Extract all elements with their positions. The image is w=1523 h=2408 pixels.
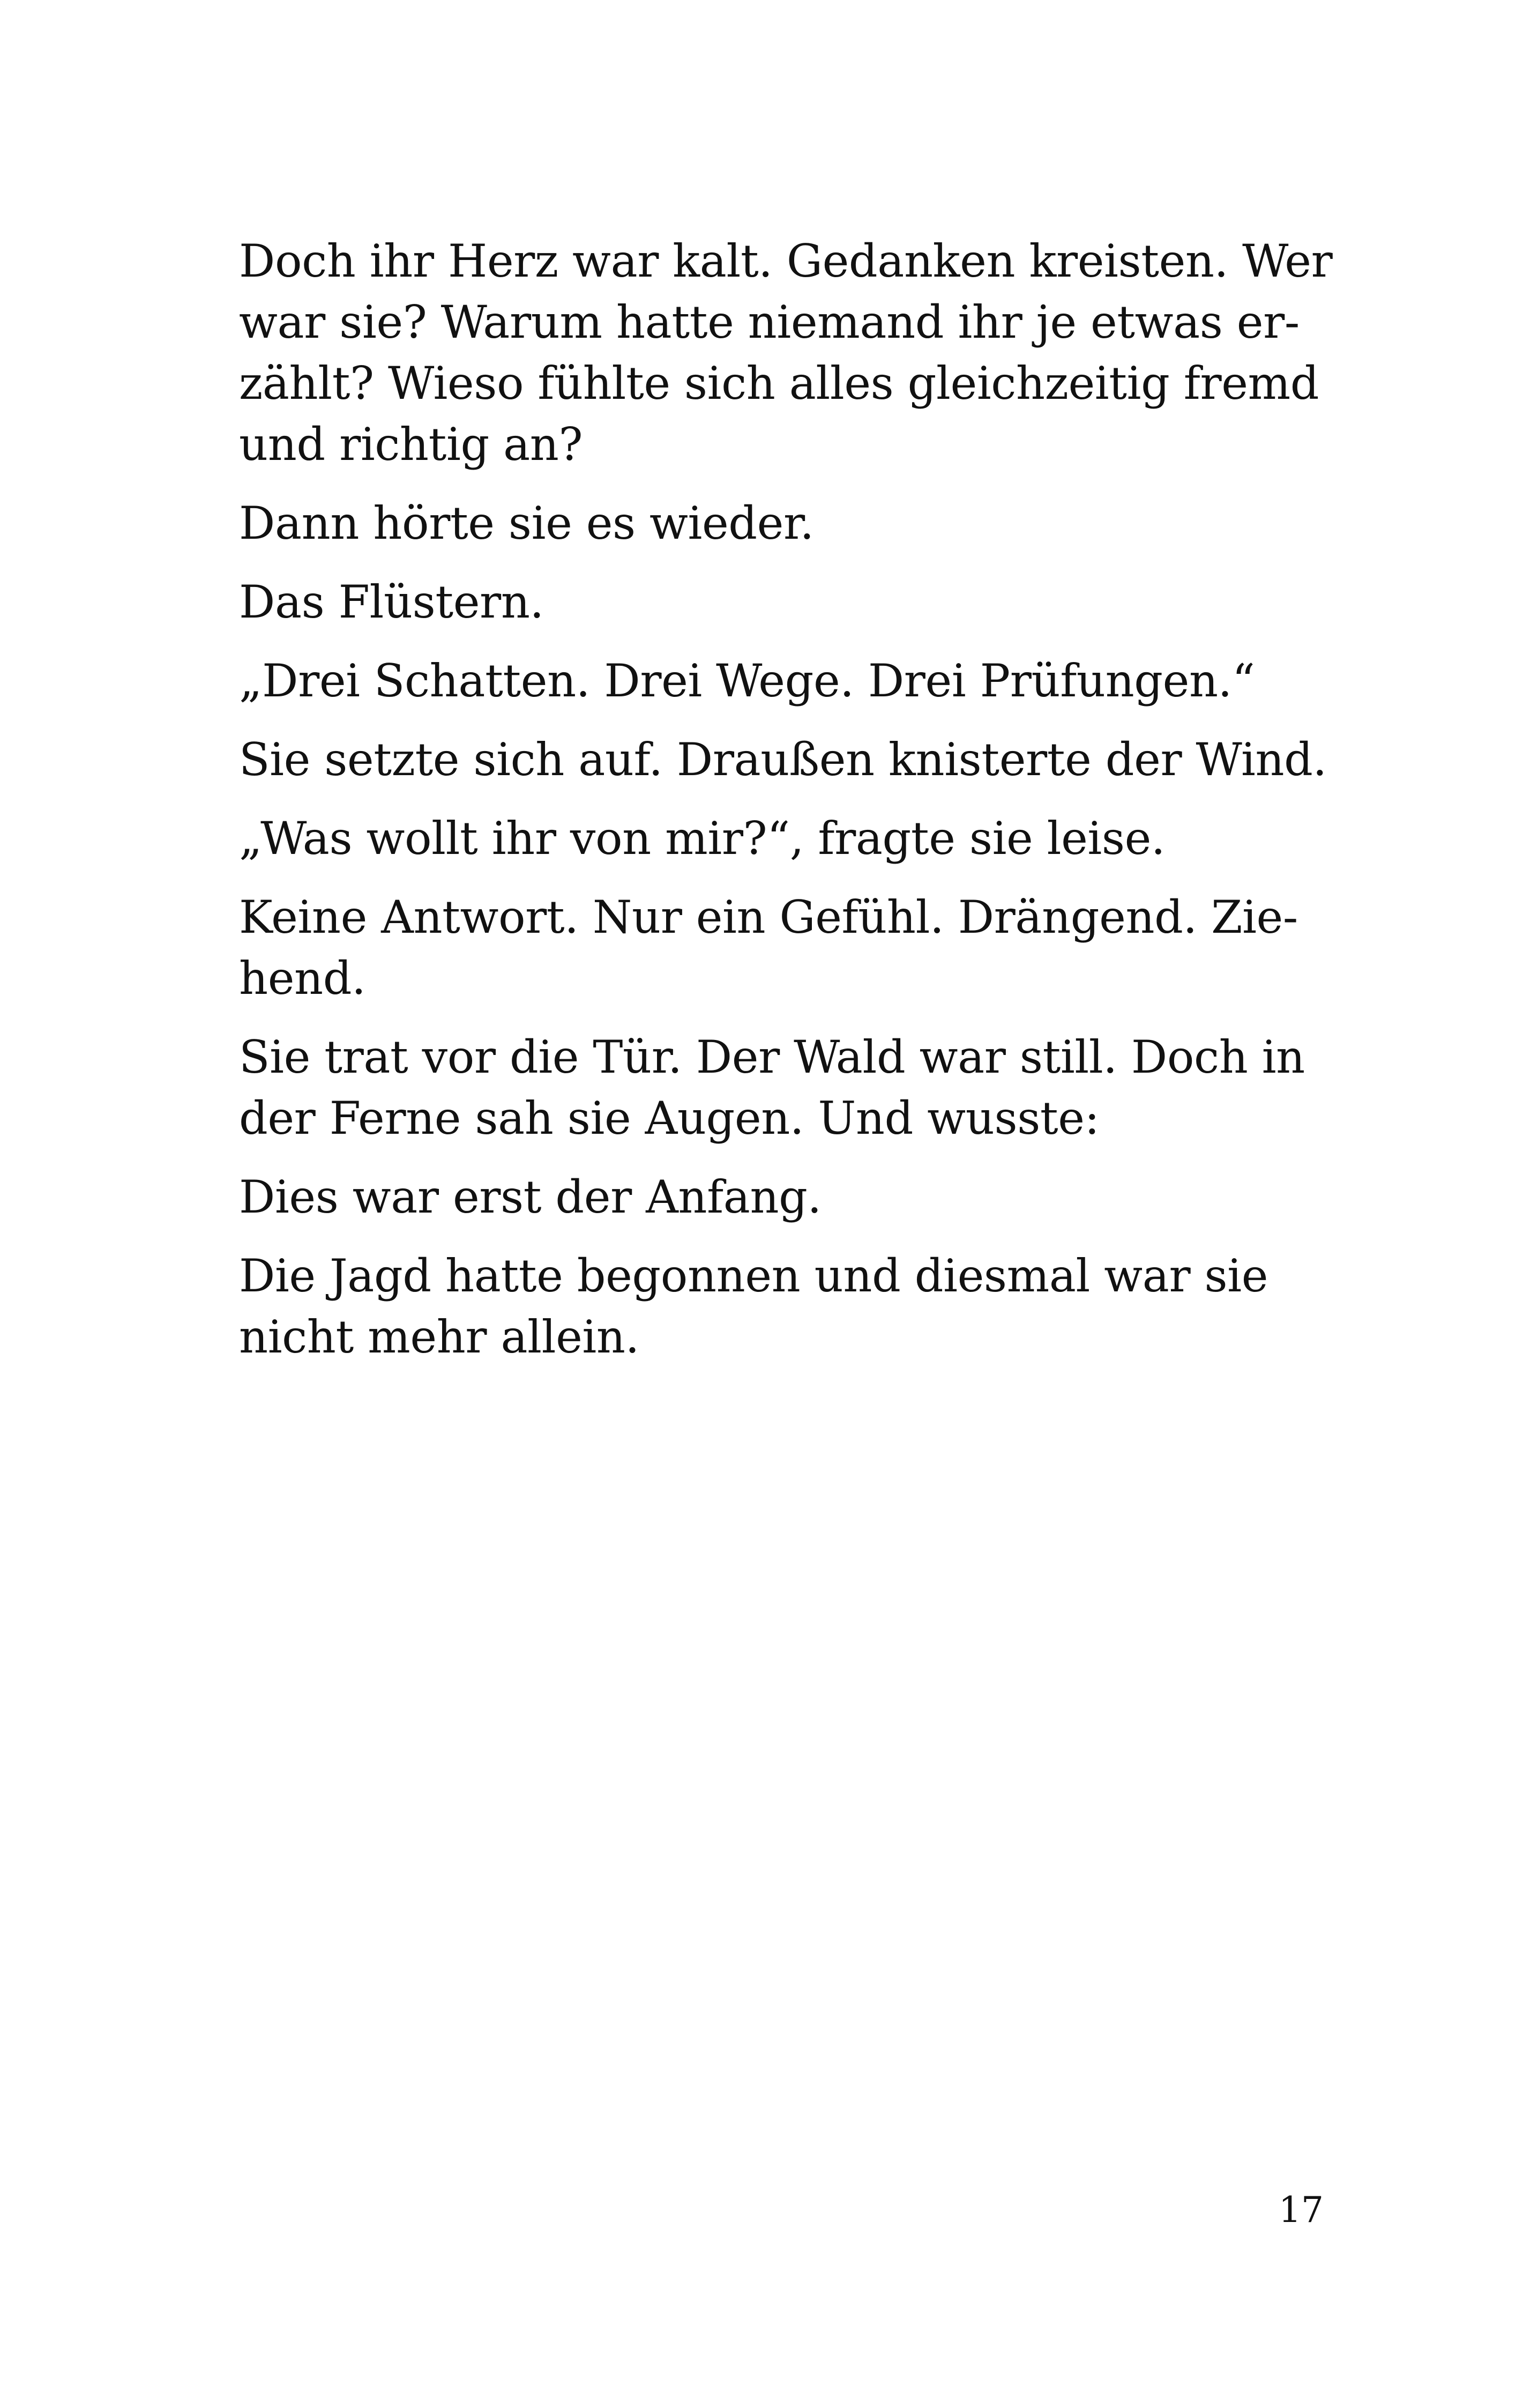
paragraph xyxy=(239,231,1333,475)
text-line: Dann hörte sie es wieder. xyxy=(239,497,814,549)
text-line: war sie? Warum hatte niemand ihr je etwas er- xyxy=(239,296,1300,348)
text-line: zählt? Wieso fühlte sich alles gleichzeitig fremd xyxy=(239,357,1319,410)
paragraph xyxy=(239,729,1327,790)
paragraph xyxy=(239,1027,1316,1149)
paragraph xyxy=(239,571,1316,633)
paragraph xyxy=(239,808,1316,869)
page-body xyxy=(239,231,1333,1385)
text-line: Die Jagd hatte begonnen und diesmal war sie xyxy=(239,1250,1268,1302)
paragraph xyxy=(239,887,1316,1009)
text-line: hend. xyxy=(239,952,366,1005)
paragraph xyxy=(239,1245,1316,1367)
page-number: 17 xyxy=(1279,2189,1324,2231)
text-line: Das Flüstern. xyxy=(239,576,544,628)
text-line: „Was wollt ihr von mir?“, fragte sie leise. xyxy=(239,812,1166,865)
paragraph xyxy=(239,650,1316,711)
paragraph xyxy=(239,1166,1316,1228)
text-line: „Drei Schatten. Drei Wege. Drei Prüfungen.“ xyxy=(239,655,1255,707)
paragraph xyxy=(239,493,1316,554)
text-line: Sie trat vor die Tür. Der Wald war still. Doch in xyxy=(239,1031,1305,1083)
text-line: nicht mehr allein. xyxy=(239,1311,639,1363)
text-line: Keine Antwort. Nur ein Gefühl. Drängend. Zie- xyxy=(239,891,1298,943)
text-line: Sie setzte sich auf. Draußen knisterte der Wind. xyxy=(239,733,1327,786)
text-line: der Ferne sah sie Augen. Und wusste: xyxy=(239,1092,1100,1144)
text-line: und richtig an? xyxy=(239,418,583,471)
text-line: Doch ihr Herz war kalt. Gedanken kreisten. Wer xyxy=(239,235,1333,287)
text-line: Dies war erst der Anfang. xyxy=(239,1171,822,1223)
